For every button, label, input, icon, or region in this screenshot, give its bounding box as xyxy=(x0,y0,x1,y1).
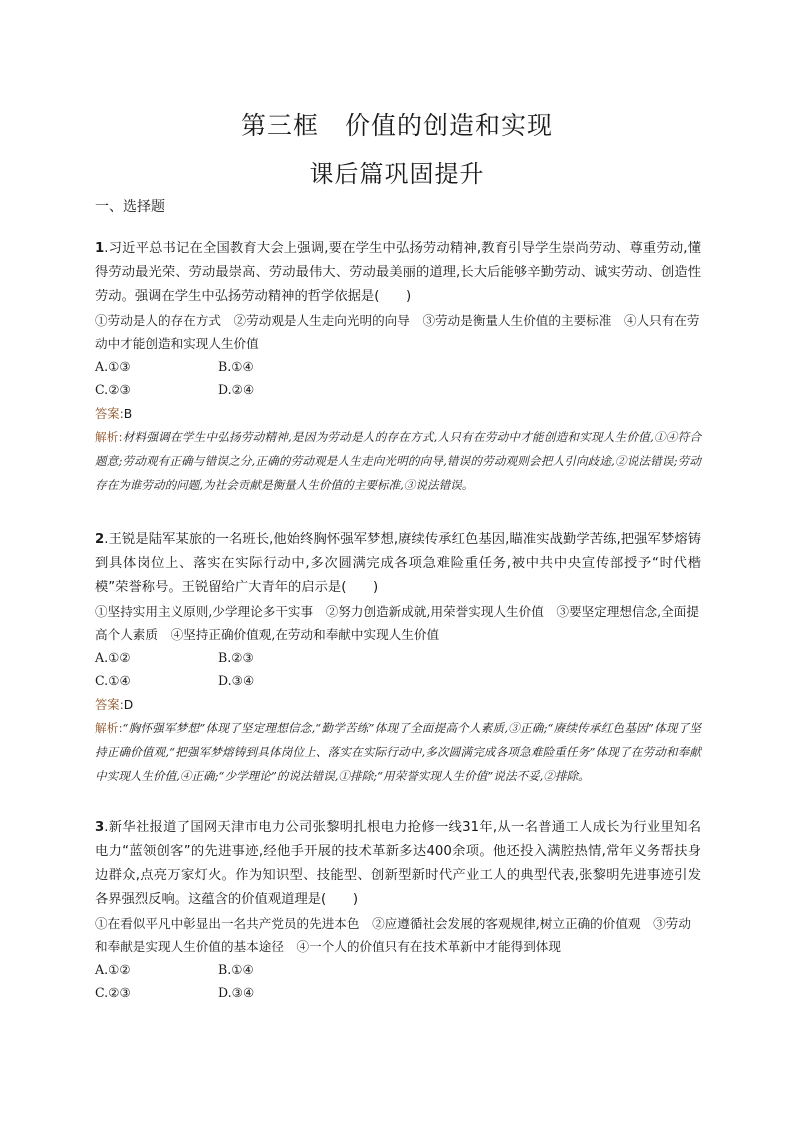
question-stem: 2.王锐是陆军某旅的一名班长,他始终胸怀强军梦想,赓续传承红色基因,瞄准实战勤学苦练,把强军梦熔铸到具体岗位上、落实在实际行动中,多次圆满完成各项急难险重任务,被中共中央宣传部授予“时代楷模”荣誉称号。王锐留给广大青年的启示是( ) xyxy=(95,532,701,595)
choice-c: C.②③ xyxy=(95,382,131,397)
choice-b: B.①④ xyxy=(218,359,254,374)
answer-choices xyxy=(95,646,701,692)
question-2 xyxy=(95,528,701,788)
page-subtitle: 课后篇巩固提升 xyxy=(309,160,485,188)
answer-value: B xyxy=(123,407,133,421)
choice-d: D.②④ xyxy=(218,382,255,397)
choice-a: A.①② xyxy=(95,650,131,665)
question-number: 3 xyxy=(95,820,105,835)
question-number: 2 xyxy=(95,532,105,547)
page-title: 第三框 价值的创造和实现 xyxy=(240,111,553,140)
answer-value: D xyxy=(123,698,134,712)
question-stem: 1.习近平总书记在全国教育大会上强调,要在学生中弘扬劳动精神,教育引导学生崇尚劳动、尊重劳动,懂得劳动最光荣、劳动最崇高、劳动最伟大、劳动最美丽的道理,长大后能够辛勤劳动、诚实劳动、创造性劳动。强调在学生中弘扬劳动精神的哲学依据是( ) xyxy=(95,241,701,304)
question-statements: ①在看似平凡中彰显出一名共产党员的先进本色 ②应遵循社会发展的客观规律,树立正确的价值观 ③劳动和奉献是实现人生价值的基本途径 ④一个人的价值只有在技术革新中才能得到体现 xyxy=(95,916,691,954)
question-1 xyxy=(95,237,701,497)
explanation: 解析:材料强调在学生中弘扬劳动精神,是因为劳动是人的存在方式,人只有在劳动中才能创造和实现人生价值,①④符合题意;劳动观有正确与错误之分,正确的劳动观是人生走向光明的向导,错误的劳动观则会把人引向歧途,②说法错误;劳动存在为谁劳动的问题,为社会贡献是衡量人生价值的主要标准,③说法错误。 xyxy=(95,430,702,492)
choice-a: A.①③ xyxy=(95,359,131,374)
question-stem: 3.新华社报道了国网天津市电力公司张黎明扎根电力抢修一线31年,从一名普通工人成长为行业里知名电力“蓝领创客”的先进事迹,经他手开展的技术革新多达400余项。他还投入满腔热情,常年义务帮扶身边群众,点亮万家灯火。作为知识型、技能型、创新型新时代产业工人的典型代表,张黎明先进事迹引发各界强烈反响。这蕴含的价值观道理是( ) xyxy=(95,820,701,907)
answer-line: 答案:B xyxy=(95,407,133,421)
choice-c: C.②③ xyxy=(95,985,131,1000)
answer-choices xyxy=(95,958,701,1004)
choice-d: D.③④ xyxy=(218,985,255,1000)
question-statements: ①坚持实用主义原则,少学理论多干实事 ②努力创造新成就,用荣誉实现人生价值 ③要坚定理想信念,全面提高个人素质 ④坚持正确价值观,在劳动和奉献中实现人生价值 xyxy=(95,604,699,642)
choice-b: B.①④ xyxy=(218,962,254,977)
answer-choices xyxy=(95,355,701,401)
choice-d: D.③④ xyxy=(218,673,255,688)
choice-c: C.①④ xyxy=(95,673,131,688)
question-3 xyxy=(95,816,701,1004)
answer-line: 答案:D xyxy=(95,698,134,712)
choice-a: A.①② xyxy=(95,962,131,977)
question-statements: ①劳动是人的存在方式 ②劳动观是人生走向光明的向导 ③劳动是衡量人生价值的主要标准 ④人只有在劳动中才能创造和实现人生价值 xyxy=(95,313,700,351)
choice-b: B.②③ xyxy=(218,650,254,665)
explanation: 解析:“胸怀强军梦想”体现了坚定理想信念,“勤学苦练”体现了全面提高个人素质,③正确;“赓续传承红色基因”体现了坚持正确价值观,“把强军梦熔铸到具体岗位上、落实在实际行动中,多次圆满完成各项急难险重任务”体现了在劳动和奉献中实现人生价值,④正确;“少学理论”的说法错误,①排除;“用荣誉实现人生价值”说法不妥,②排除。 xyxy=(95,721,701,783)
question-number: 1 xyxy=(95,241,105,256)
section-heading: 一、选择题 xyxy=(95,199,165,215)
